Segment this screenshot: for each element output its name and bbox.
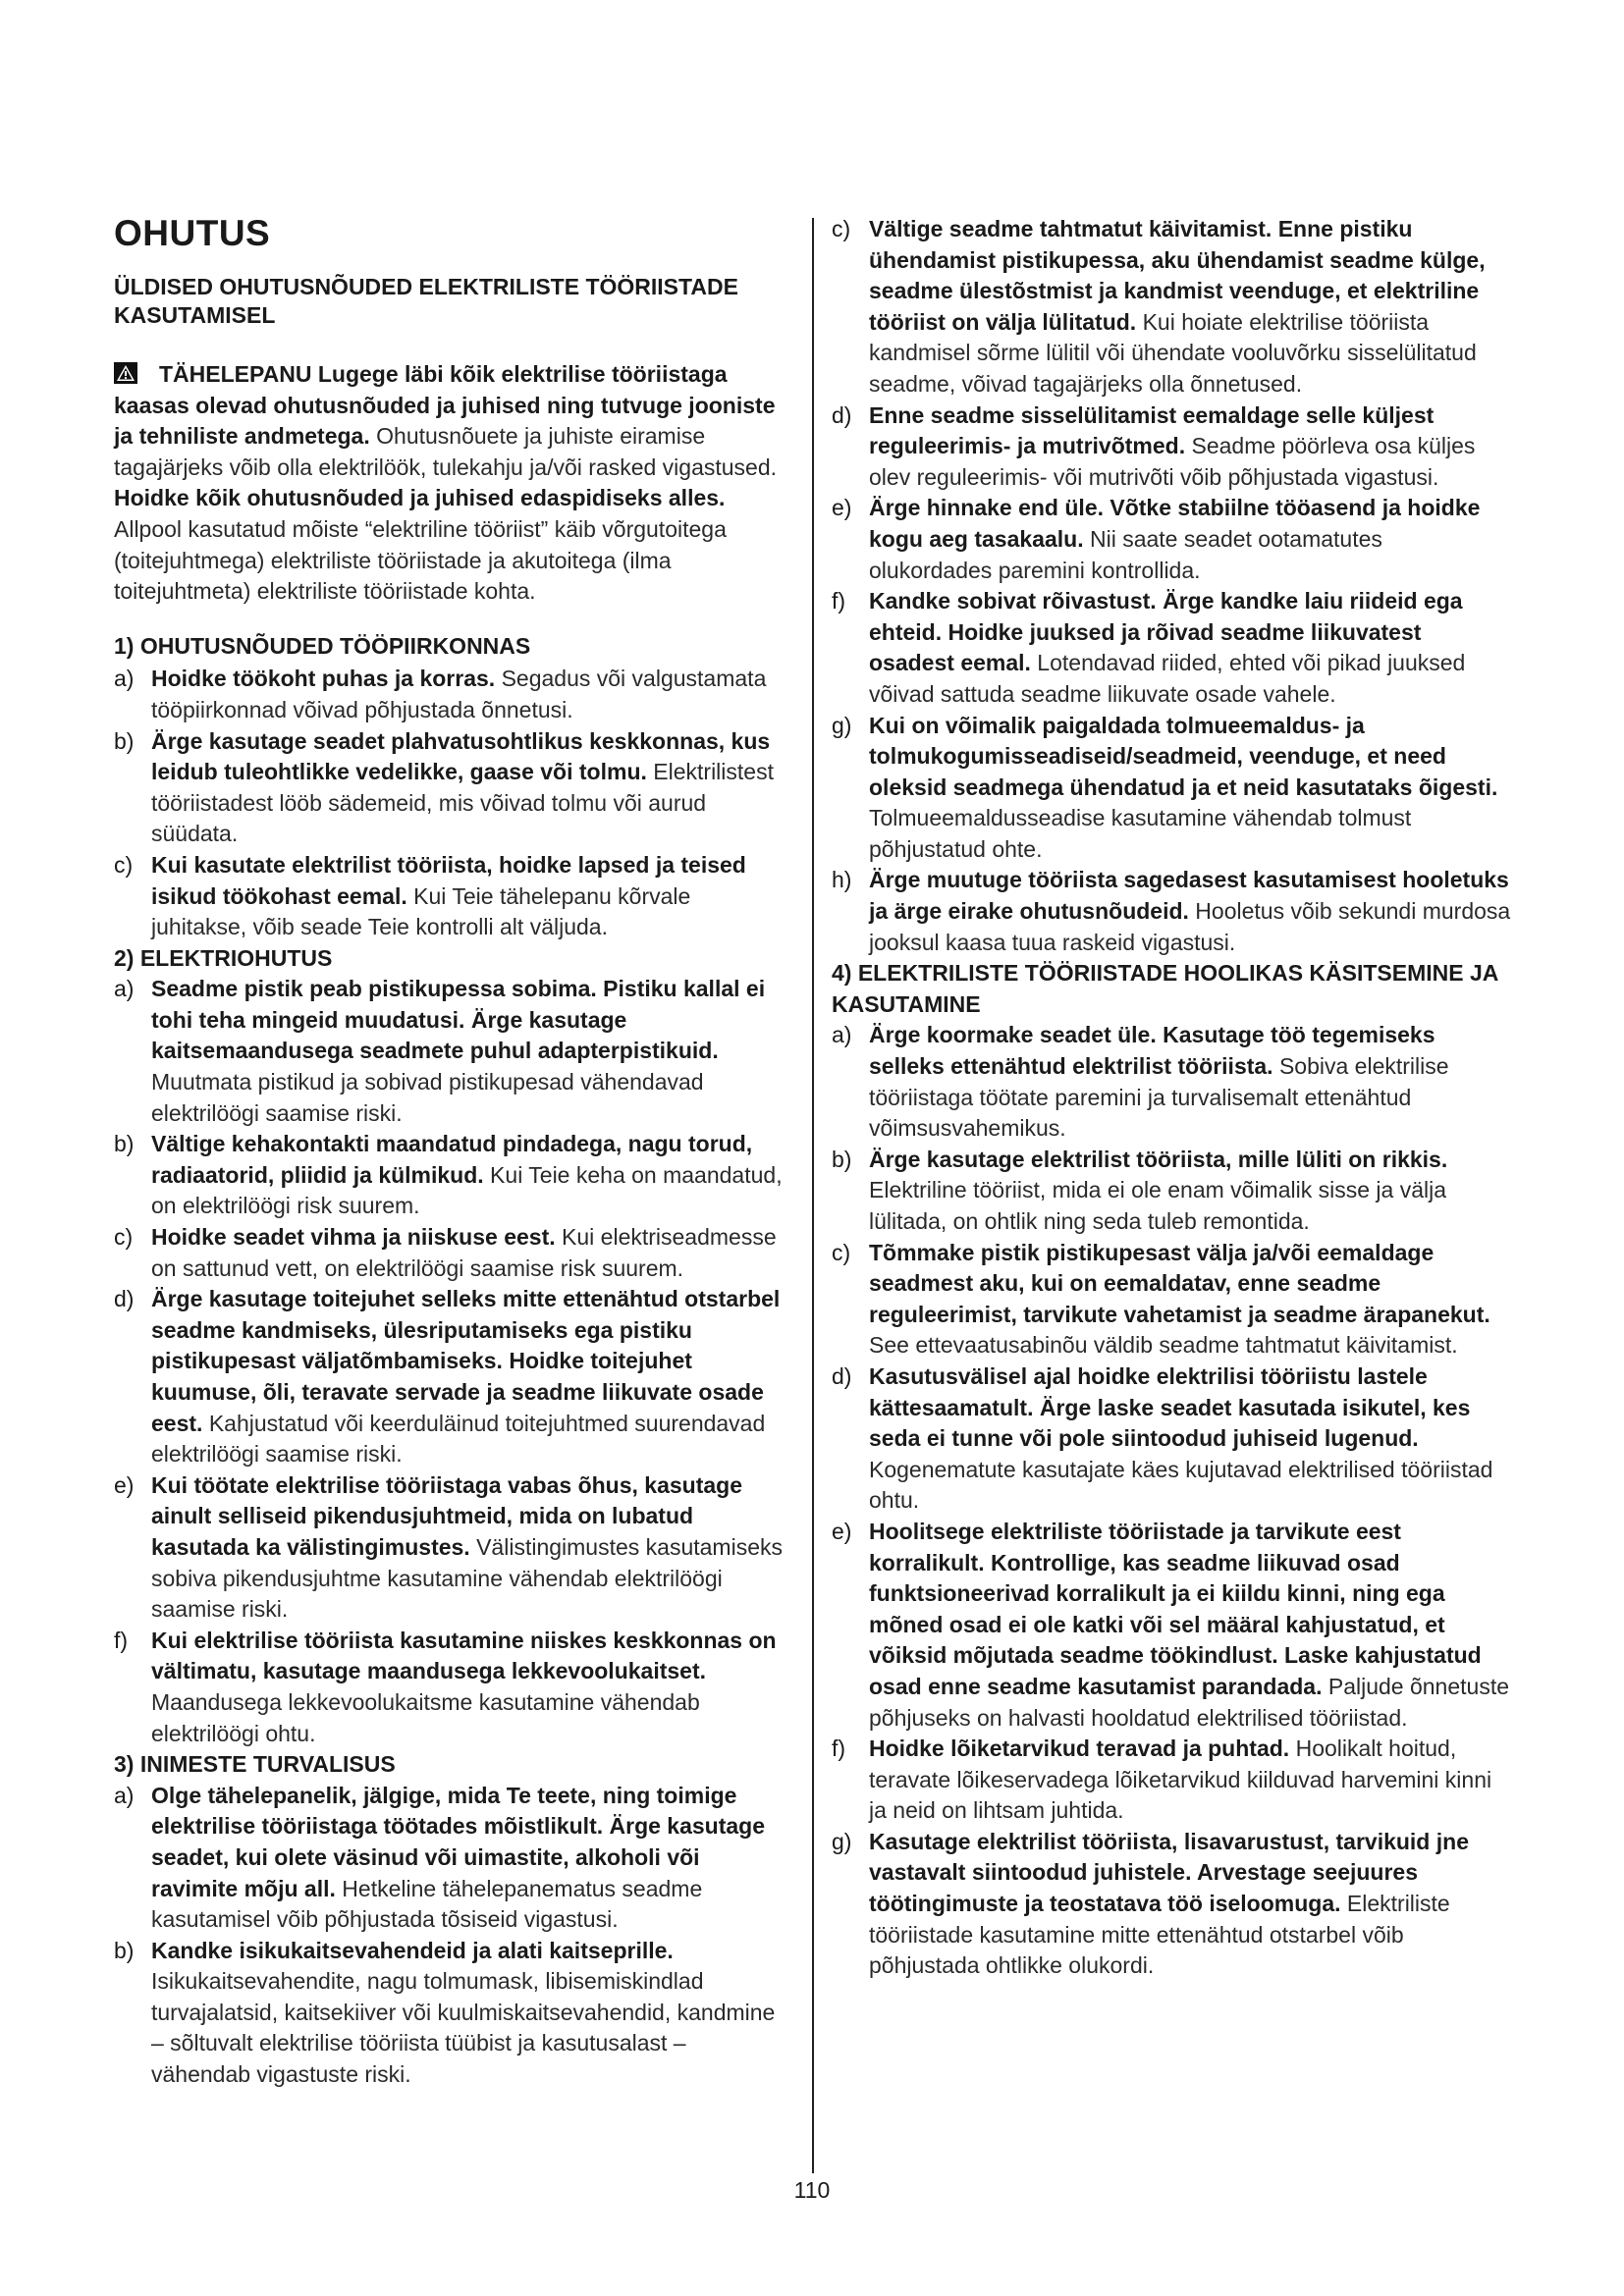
warning-text: Ohutusnõuete ja juhiste eiramise tagajärjeks võib olla elektrilöök, tulekahju ja/või rasked vigastused. <box>114 423 778 480</box>
warning-bold-text: TÄHELEPANU Lugege läbi kõik elektrilise tööriistaga kaasas olevad ohutusnõuded ja juhised ning tutvuge jooniste ja tehniliste andmetega. <box>114 361 776 450</box>
warning-text-2: Allpool kasutatud mõiste “elektriline tööriist” käib võrgutoitega (toitejuhtmega) elektriliste tööriistade ja akutoitega (ilma toitejuhtmeta) elektriliste tööriistade kohta. <box>114 515 727 605</box>
list-item: c) Kui kasutate elektrilist tööriista, hoidke lapsed ja teised isikud töökohast eemal. Kui Teie tähelepanu kõrvale juhitakse, võib seade Teie kontrolli alt väljuda. <box>114 851 746 940</box>
warning-bold-text-2: Hoidke kõik ohutusnõuded ja juhised edaspidiseks alles. <box>114 485 726 511</box>
list-item: g) Kasutage elektrilist tööriista, lisavarustust, tarvikuid jne vastavalt siintoodud juhistele. Arvestage seejuures töötingimuste ja teostatava töö iseloomuga. Elektriliste tööriistade kasutamine mitte ettenähtud otstarbel võib põhjustada ohtlikke olukordi. <box>832 1828 1469 1979</box>
list-item: h) Ärge muutuge tööriista sagedasest kasutamisest hooletuks ja ärge eirake ohutusnõudeid. Hooletus võib sekundi murdosa jooksul kaasa tuua raskeid vigastusi. <box>832 867 1511 955</box>
section-heading: 3) INIMESTE TURVALISUS <box>114 1751 396 1778</box>
section-heading: 4) ELEKTRILISTE TÖÖRIISTADE HOOLIKAS KÄSITSEMINE JA KASUTAMINE <box>832 960 1498 1017</box>
page-number: 110 <box>793 2177 831 2203</box>
list-item: c) Vältige seadme tahtmatut käivitamist. Enne pistiku ühendamist pistikupessa, aku ühendamist seadme külge, seadme ülestõstmist ja kandmist veenduge, et elektriline tööriist on välja lülitatud. Kui hoiate elektrilise tööriista kandmisel sõrme lülitil või ühendate vooluvõrku sisselülitatud seadme, võivad tagajärjeks olla õnnetused. <box>832 216 1486 397</box>
list-item: b) Ärge kasutage elektrilist tööriista, mille lüliti on rikkis. Elektriline tööriist, mida ei ole enam võimalik sisse ja välja lülitada, on ohtlik ning seda tuleb remontida. <box>832 1146 1448 1234</box>
list-item: d) Ärge kasutage toitejuhet selleks mitte ettenähtud otstarbel seadme kandmiseks, ülesriputamiseks ega pistiku pistikupesast väljatõmbamiseks. Hoidke toitejuhet kuumuse, õli, teravate servade ja seadme liikuvate osade eest. Kahjustatud või keerduläinud toitejuhtmed suurendavad elektrilöögi saamise riski. <box>114 1286 781 1468</box>
list-item: a) Olge tähelepanelik, jälgige, mida Te teete, ning toimige elektrilise tööriistaga töötades mõistlikult. Ärge kasutage seadet, kui olete väsinud või uimastite, alkoholi või ravimite mõju all. Hetkeline tähelepanematus seadme kasutamisel võib põhjustada tõsiseid vigastusi. <box>114 1782 766 1933</box>
list-item: b) Ärge kasutage seadet plahvatusohtlikus keskkonnas, kus leidub tuleohtlikke vedelikke, gaase või tolmu. Elektrilistest tööriistadest lööb sädemeid, mis võivad tolmu või aurud süüdata. <box>114 727 774 847</box>
right-column <box>832 214 1511 1982</box>
list-item: b) Vältige kehakontakti maandatud pindadega, nagu torud, radiaatorid, pliidid ja külmikud. Kui Teie keha on maandatud, on elektrilöögi risk suurem. <box>114 1131 783 1219</box>
list-item: d) Kasutusvälisel ajal hoidke elektrilisi tööriistu lastele kättesaamatult. Ärge laske seadet kasutada isikutel, kes seda ei tunne või pole siintoodud juhiseid lugenud. Kogenematute kasutajate käes kujutavad elektrilised tööriistad ohtu. <box>832 1362 1493 1514</box>
list-item: a) Seadme pistik peab pistikupessa sobima. Pistiku kallal ei tohi teha mingeid muudatusi. Ärge kasutage kaitsemaandusega seadmete puhul adapterpistikuid. Muutmata pistikud ja sobivad pistikupesad vähendavad elektrilöögi saamise riski. <box>114 976 766 1126</box>
list-item: b) Kandke isikukaitsevahendeid ja alati kaitseprille. Isikukaitsevahendite, nagu tolmumask, libisemiskindlad turvajalatsid, kaitsekiiver või kuulmiskaitsevahendid, kandmine – sõltuvalt elektrilise tööriista tüübist ja kasutusalast – vähendab vigastuste riski. <box>114 1937 776 2088</box>
warning-paragraph <box>114 359 791 608</box>
warning-triangle-icon <box>114 361 137 383</box>
list-item: f) Kui elektrilise tööriista kasutamine niiskes keskkonnas on vältimatu, kasutage maandusega lekkevoolukaitset. Maandusega lekkevoolukaitsme kasutamine vähendab elektrilöögi ohtu. <box>114 1627 777 1746</box>
left-column <box>114 214 791 2091</box>
column-divider <box>812 218 814 2173</box>
list-item: f) Kandke sobivat rõivastust. Ärge kandke laiu riideid ega ehteid. Hoidke juuksed ja rõivad seadme liikuvatest osadest eemal. Lotendavad riided, ehted või pikad juuksed võivad sattuda seadme liikuvate osade vahele. <box>832 588 1466 707</box>
list-item: g) Kui on võimalik paigaldada tolmueemaldus- ja tolmukogumisseadiseid/seadmeid, veenduge, et need oleksid seadmega ühendatud ja et neid kasutataks õigesti. Tolmueemaldusseadise kasutamine vähendab tolmust põhjustatud ohte. <box>832 712 1498 862</box>
list-item: e) Ärge hinnake end üle. Võtke stabiilne tööasend ja hoidke kogu aeg tasakaalu. Nii saate seadet ootamatutes olukordades paremini kontrollida. <box>832 495 1481 583</box>
list-item: f) Hoidke lõiketarvikud teravad ja puhtad. Hoolikalt hoitud, teravate lõikeservadega lõiketarvikud kiilduvad harvemini kinni ja neid on lihtsam juhtida. <box>832 1735 1492 1824</box>
page-title: OHUTUS <box>114 213 271 253</box>
list-item: c) Tõmmake pistik pistikupesast välja ja/või eemaldage seadmest aku, kui on eemaldatav, enne seadme reguleerimist, tarvikute vahetamist ja seadme ärapanekut. See ettevaatusabinõu väldib seadme tahtmatut käivitamist. <box>832 1239 1490 1359</box>
list-item: e) Kui töötate elektrilise tööriistaga vabas õhus, kasutage ainult selliseid pikendusjuhtmeid, mida on lubatud kasutada ka välistingimustes. Välistingimustes kasutamiseks sobiva pikendusjuhtme kasutamine vähendab elektrilöögi saamise riski. <box>114 1471 783 1623</box>
section-heading: 1) OHUTUSNÕUDED TÖÖPIIRKONNAS <box>114 632 531 659</box>
list-item: a) Hoidke töökoht puhas ja korras. Segadus või valgustamata tööpiirkonnad võivad põhjustada õnnetusi. <box>114 666 767 722</box>
list-item: c) Hoidke seadet vihma ja niiskuse eest. Kui elektriseadmesse on sattunud vett, on elektrilöögi saamise risk suurem. <box>114 1224 777 1281</box>
list-item: e) Hoolitsege elektriliste tööriistade ja tarvikute eest korralikult. Kontrollige, kas seadme liikuvad osad funktsioneerivad korralikult ja ei kiildu kinni, ning ega mõned osad ei ole katki või sel määral kahjustatud, et võiksid mõjutada seadme töökindlust. Laske kahjustatud osad enne seadme kasutamist parandada. Paljude õnnetuste põhjuseks on halvasti hooldatud elektrilised tööriistad. <box>832 1518 1510 1731</box>
page-subtitle: ÜLDISED OHUTUSNÕUDED ELEKTRILISTE TÖÖRIISTADE KASUTAMISEL <box>114 274 738 328</box>
list-item: a) Ärge koormake seadet üle. Kasutage töö tegemiseks selleks ettenähtud elektrilist tööriista. Sobiva elektrilise tööriistaga töötate paremini ja turvalisemalt ettenähtud võimsusvahemikus. <box>832 1022 1449 1142</box>
list-item: d) Enne seadme sisselülitamist eemaldage selle küljest reguleerimis- ja mutrivõtmed. Seadme pöörleva osa küljes olev reguleerimis- või mutrivõti võib põhjustada vigastusi. <box>832 401 1476 490</box>
section-heading: 2) ELEKTRIOHUTUS <box>114 944 333 971</box>
